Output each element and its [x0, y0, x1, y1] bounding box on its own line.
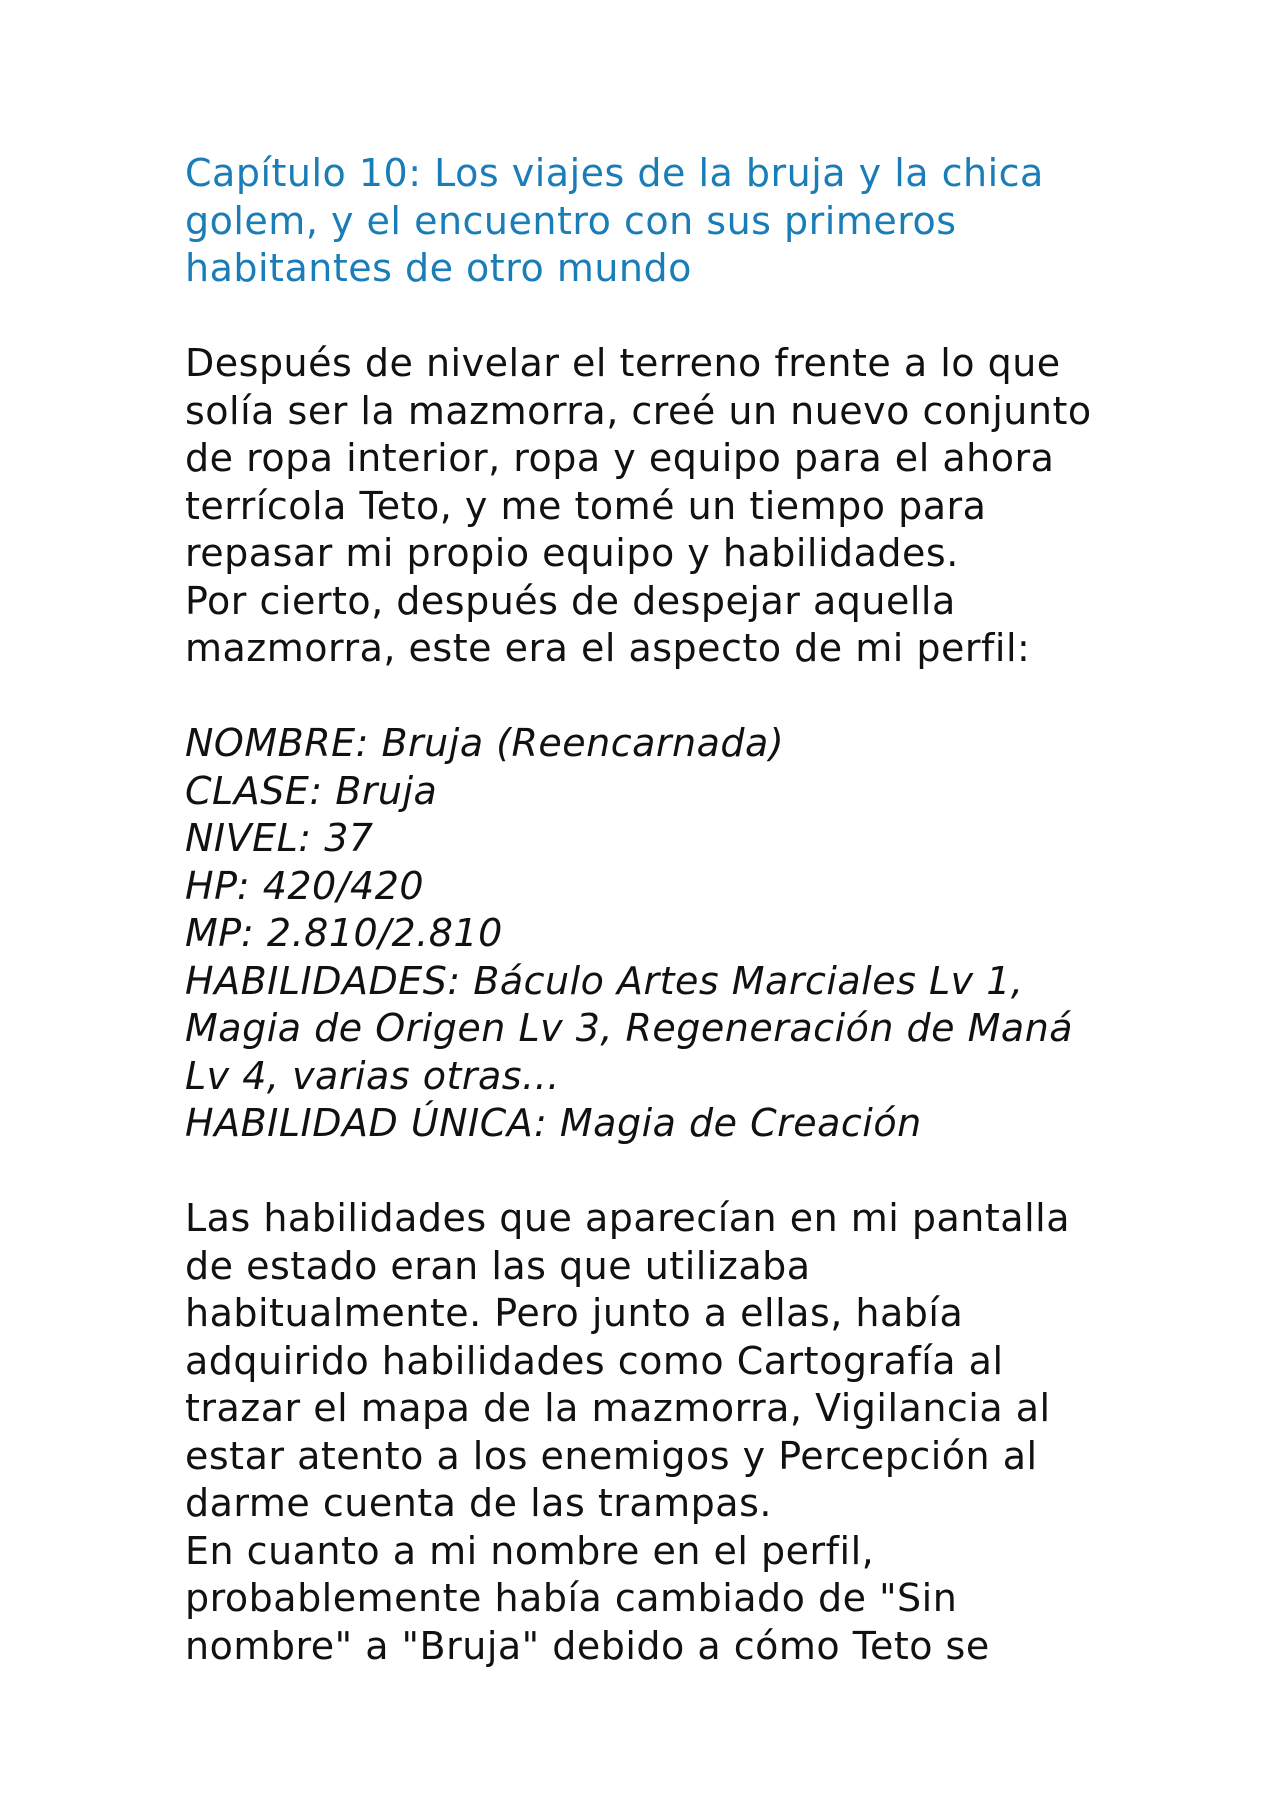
status-skills-cont: Magia de Origen Lv 3, Regeneración de Maná: [185, 1006, 1074, 1050]
status-level: NIVEL: 37: [185, 816, 374, 860]
status-class: CLASE: Bruja: [185, 768, 438, 813]
text-line: mazmorra, este era el aspecto de mi perfil:: [185, 626, 1031, 670]
text-line: nombre" a "Bruja" debido a cómo Teto se: [185, 1623, 990, 1668]
chapter-title-line: Capítulo 10: Los viajes de la bruja y la chica: [185, 151, 1044, 195]
text-line: repasar mi propio equipo y habilidades.: [185, 531, 959, 575]
status-hp: HP: 420/420: [185, 863, 425, 908]
status-name: NOMBRE: Bruja (Reencarnada): [185, 721, 785, 765]
text-line: adquirido habilidades como Cartografía al: [185, 1338, 1004, 1383]
status-skills: HABILIDADES: Báculo Artes Marciales Lv 1,: [185, 958, 1024, 1003]
status-skills-cont: Lv 4, varias otras...: [185, 1053, 560, 1098]
chapter-title: [185, 150, 1185, 293]
text-line: de estado eran las que utilizaba: [185, 1243, 811, 1288]
text-line: En cuanto a mi nombre en el perfil,: [185, 1528, 875, 1573]
status-screen: [185, 720, 1185, 1148]
ebook-page: [185, 150, 1185, 1718]
text-line: trazar el mapa de la mazmorra, Vigilancia al: [185, 1386, 1051, 1430]
text-line: probablemente había cambiado de "Sin: [185, 1576, 958, 1620]
status-mp: MP: 2.810/2.810: [185, 911, 503, 955]
chapter-title-line: habitantes de otro mundo: [185, 246, 692, 290]
status-unique-skill: HABILIDAD ÚNICA: Magia de Creación: [185, 1101, 922, 1145]
text-line: habitualmente. Pero junto a ellas, había: [185, 1291, 964, 1335]
text-line: darme cuenta de las trampas.: [185, 1481, 772, 1525]
paragraph-2: [185, 1195, 1185, 1670]
text-line: terrícola Teto, y me tomé un tiempo para: [185, 483, 987, 528]
text-line: Las habilidades que aparecían en mi pantalla: [185, 1196, 1070, 1240]
paragraph-1: [185, 340, 1185, 673]
chapter-title-line: golem, y el encuentro con sus primeros: [185, 198, 957, 243]
text-line: de ropa interior, ropa y equipo para el ahora: [185, 436, 1055, 480]
text-line: solía ser la mazmorra, creé un nuevo conjunto: [185, 388, 1092, 433]
text-line: Por cierto, después de despejar aquella: [185, 578, 956, 623]
text-line: Después de nivelar el terreno frente a lo que: [185, 341, 1061, 385]
text-line: estar atento a los enemigos y Percepción al: [185, 1433, 1038, 1478]
